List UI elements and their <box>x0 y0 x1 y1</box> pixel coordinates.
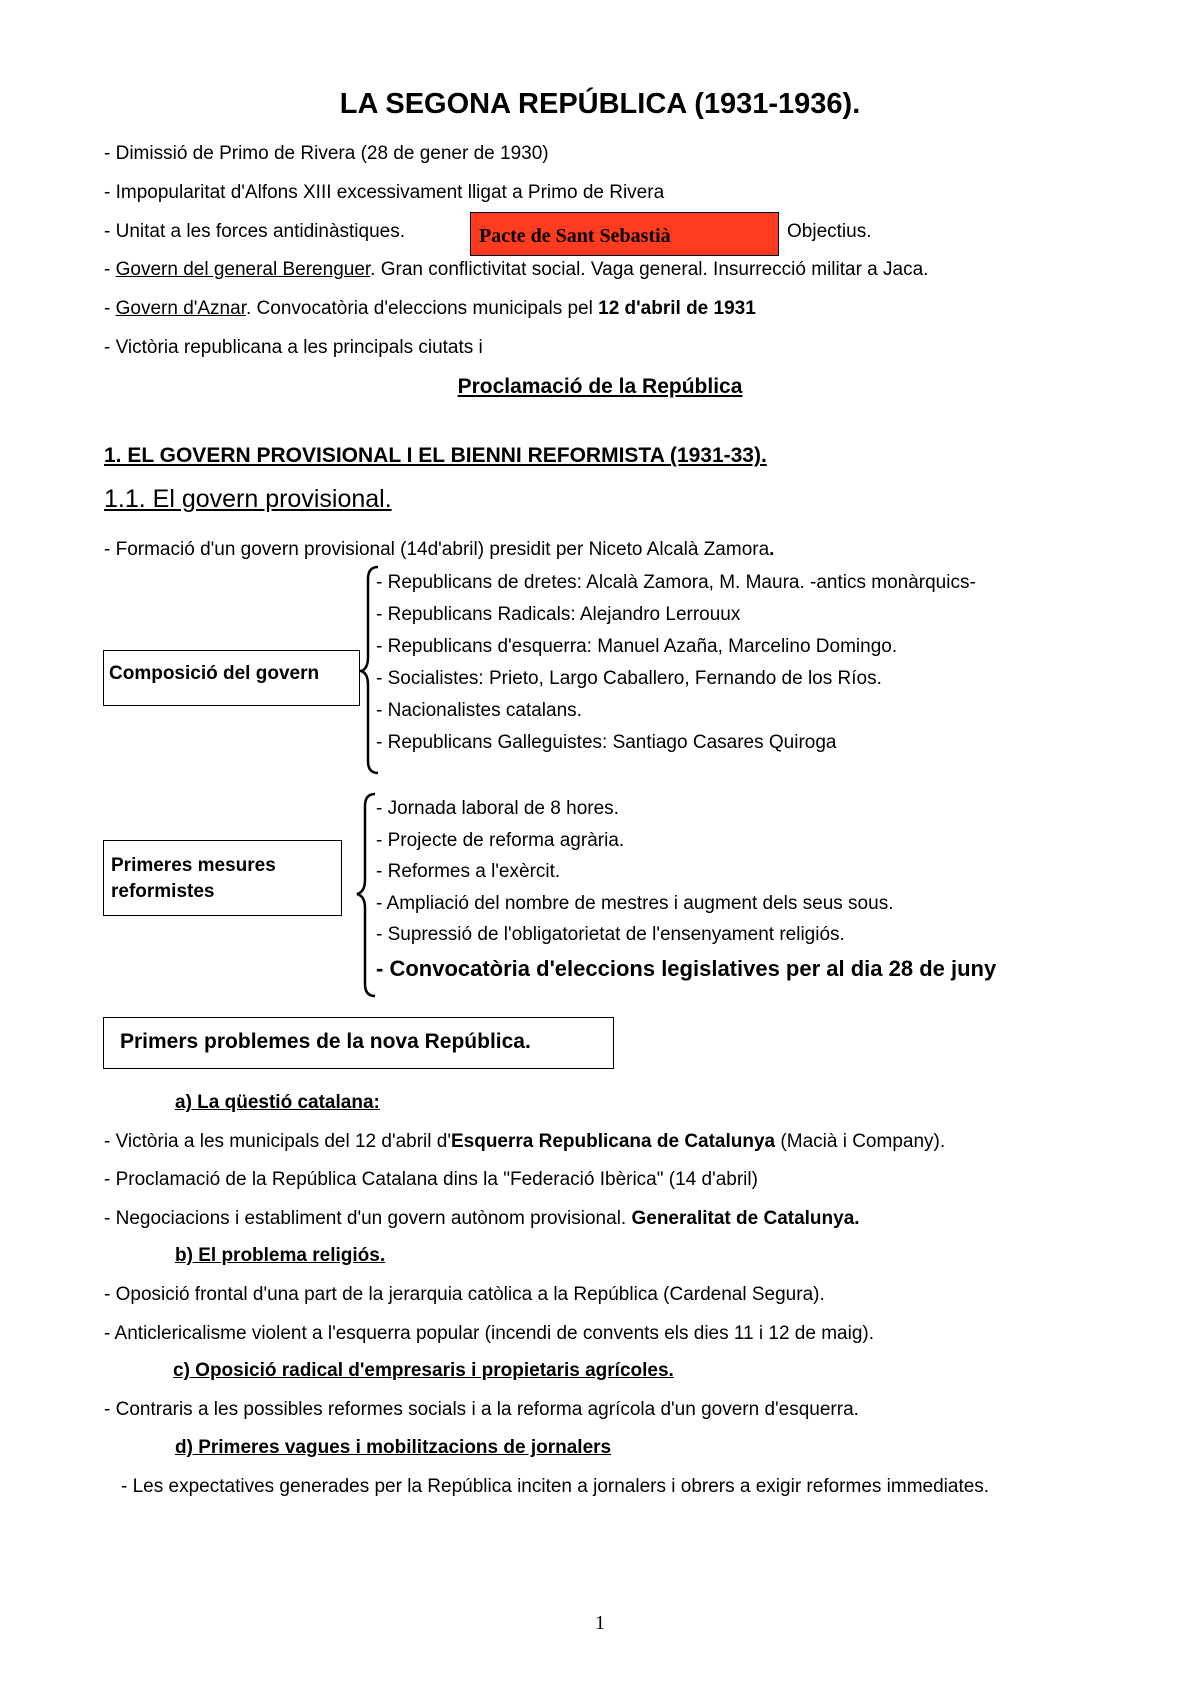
intro-line-5 <box>104 297 756 321</box>
subheading-c: c) Oposició radical d'empresaris i propietaris agrícoles. <box>173 1360 674 1381</box>
intro-line-3-before: - Unitat a les forces antidinàstiques. <box>104 221 405 242</box>
intro-line-1: - Dimissió de Primo de Rivera (28 de gener de 1930) <box>104 143 549 164</box>
intro-line-2: - Impopularitat d'Alfons XIII excessivament lligat a Primo de Rivera <box>104 182 665 203</box>
mesures-item-elections: - Convocatòria d'eleccions legislatives per al dia 28 de juny <box>376 956 997 981</box>
composicio-item-4: - Socialistes: Prieto, Largo Caballero, Fernando de los Ríos. <box>376 668 882 689</box>
composicio-box <box>103 650 360 706</box>
problem-a-line-3 <box>104 1207 860 1231</box>
intro-line-5-date: 12 d'abril de 1931 <box>598 298 756 319</box>
intro-line-5-rest: . Convocatòria d'eleccions municipals pel <box>245 298 599 319</box>
problem-b-line-1: - Oposició frontal d'una part de la jerarquia catòlica a la República (Cardenal Segura). <box>104 1284 825 1305</box>
section-1-1-heading: 1.1. El govern provisional. <box>104 485 392 513</box>
page-number: 1 <box>595 1612 605 1634</box>
composicio-item-1: - Republicans de dretes: Alcalà Zamora, M. Maura. -antics monàrquics- <box>376 572 976 593</box>
generalitat-name: Generalitat de Catalunya. <box>631 1208 860 1229</box>
problem-d-line-1: - Les expectatives generades per la República inciten a jornalers i obrers a exigir reformes immediates. <box>121 1476 990 1497</box>
problem-a-line-2: - Proclamació de la República Catalana dins la "Federació Ibèrica" (14 d'abril) <box>104 1169 758 1190</box>
mesures-brace-icon <box>355 792 377 998</box>
erc-name: Esquerra Republicana de Catalunya <box>450 1131 776 1152</box>
problemes-title: Primers problemes de la nova República. <box>120 1030 531 1053</box>
subheading-b: b) El problema religiós. <box>175 1245 386 1266</box>
intro-line-5-dash: - <box>104 298 116 319</box>
problem-a-line-1-post: (Macià i Company). <box>775 1131 946 1152</box>
composicio-item-6: - Republicans Galleguistes: Santiago Casares Quiroga <box>376 732 837 753</box>
mesures-box <box>103 840 342 916</box>
composicio-item-2: - Republicans Radicals: Alejandro Lerrouux <box>376 604 741 625</box>
subheading-d: d) Primeres vagues i mobilitzacions de jornalers <box>175 1437 612 1458</box>
intro-line-4-rest: . Gran conflictivitat social. Vaga general. Insurrecció militar a Jaca. <box>370 259 929 280</box>
intro-line-3-after: Objectius. <box>787 221 872 242</box>
problemes-box <box>103 1017 614 1069</box>
intro-line-4 <box>104 258 928 282</box>
composicio-item-5: - Nacionalistes catalans. <box>376 700 582 721</box>
mesures-label-line-1: Primeres mesures <box>111 855 276 876</box>
intro-line-6: - Victòria republicana a les principals ciutats i <box>104 337 483 358</box>
pacte-sant-sebastia-box: Pacte de Sant Sebastià <box>470 212 779 256</box>
page-title: LA SEGONA REPÚBLICA (1931-1936). <box>339 88 861 120</box>
berenguer-link: Govern del general Berenguer <box>115 259 371 280</box>
mesures-item-3: - Reformes a l'exèrcit. <box>376 861 561 882</box>
proclamation-heading: Proclamació de la República <box>457 375 743 398</box>
problem-b-line-2: - Anticlericalisme violent a l'esquerra popular (incendi de convents els dies 11 i 12 de maig). <box>104 1323 875 1344</box>
mesures-item-1: - Jornada laboral de 8 hores. <box>376 798 619 819</box>
section-1-heading: 1. EL GOVERN PROVISIONAL I EL BIENNI REFORMISTA (1931-33). <box>104 444 767 467</box>
problem-a-line-1-pre: - Victòria a les municipals del 12 d'abril d' <box>104 1131 451 1152</box>
problem-a-line-1 <box>104 1130 945 1154</box>
mesures-label-line-2: reformistes <box>111 881 215 902</box>
intro-line-4-dash: - <box>104 259 116 280</box>
mesures-item-2: - Projecte de reforma agrària. <box>376 830 625 851</box>
mesures-item-4: - Ampliació del nombre de mestres i augment dels seus sous. <box>376 893 894 914</box>
aznar-link: Govern d'Aznar <box>115 298 246 319</box>
composicio-item-3: - Republicans d'esquerra: Manuel Azaña, Marcelino Domingo. <box>376 636 898 657</box>
problem-c-line-1: - Contraris a les possibles reformes socials i a la reforma agrícola d'un govern d'esquerra. <box>104 1399 859 1420</box>
formation-dot: . <box>769 539 775 560</box>
mesures-item-5: - Supressió de l'obligatorietat de l'ensenyament religiós. <box>376 924 845 945</box>
problem-a-line-3-pre: - Negociacions i establiment d'un govern autònom provisional. <box>104 1208 632 1229</box>
subheading-a: a) La qüestió catalana: <box>175 1092 380 1113</box>
formation-text: - Formació d'un govern provisional (14d'abril) presidit per Niceto Alcalà Zamora <box>104 539 770 560</box>
formation-line <box>104 538 774 562</box>
composicio-label: Composició del govern <box>109 663 320 684</box>
